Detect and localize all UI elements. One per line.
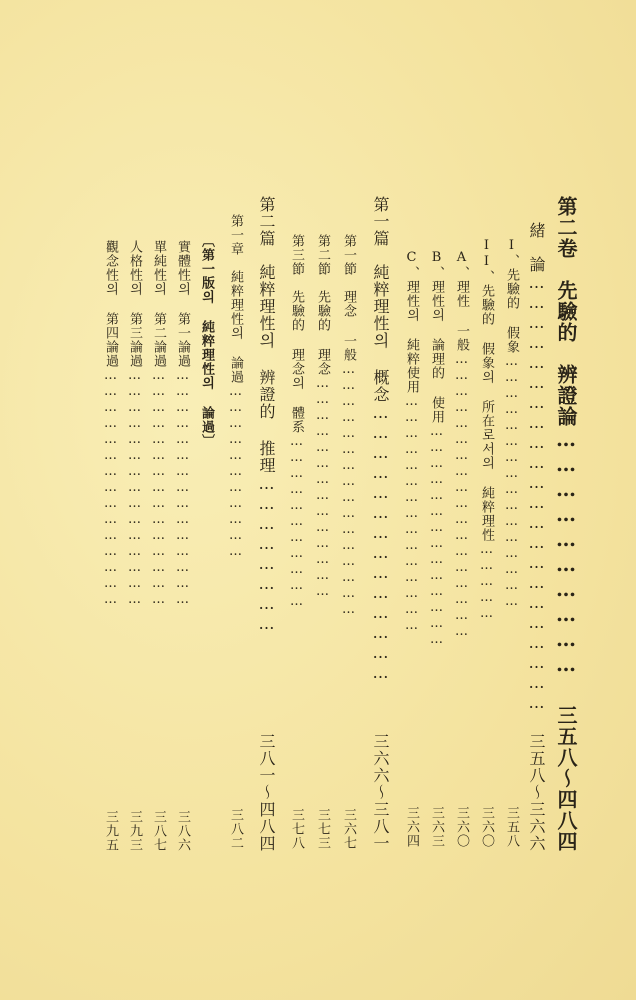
toc-entry-ii: [480, 238, 493, 848]
toc-entry-paralogism1: [176, 240, 189, 852]
toc-entry-page: 三九五: [103, 810, 118, 852]
toc-entry-title: 緒 論…………………………………………………………: [527, 222, 546, 713]
toc-entry-title: 觀念性의 第四論過………………………………………: [103, 240, 118, 608]
toc-entry-title: 第二卷 先驗的 辨證論…………………………: [554, 196, 578, 677]
toc-entry-a: [455, 250, 468, 848]
toc-entry-title: 第一節 理念 一般…………………………………………: [341, 234, 356, 618]
toc-entry-page: 三八六: [175, 810, 190, 852]
toc-entry-b: [430, 250, 443, 848]
toc-entry-page: 三五八～四八四: [554, 705, 578, 852]
toc-entry-title: A、理性 一般………………………………………………: [454, 250, 469, 640]
toc-entry-page: 三八一～四八四: [257, 733, 276, 852]
toc-entry-i: [505, 238, 518, 848]
toc-entry-page: 三七三: [315, 808, 330, 850]
toc-entry-title: C、理性의 純粹使用………………………………………: [404, 250, 419, 634]
toc-entry-part2: [258, 196, 274, 852]
toc-entry-paralogism4: [104, 240, 117, 852]
toc-entry-title: 第三節 先驗的 理念의 體系……………………………: [289, 234, 304, 610]
toc-entry-first-edition: [200, 234, 213, 474]
toc-entry-page: 三六四: [404, 806, 419, 848]
toc-entry-page: 三七八: [289, 808, 304, 850]
toc-entry-title: 單純性의 第二論過………………………………………: [151, 240, 166, 608]
toc-entry-paralogism3: [128, 240, 141, 852]
toc-entry-title: 第一篇 純粹理性의 概念……………………………………: [371, 196, 390, 683]
toc-entry-sec3: [290, 234, 303, 850]
toc-entry-title: 第二節 先驗的 理念……………………………………: [315, 234, 330, 600]
toc-entry-page: 三六七: [341, 808, 356, 850]
toc-entry-title: I、先驗的 假象…………………………………………: [504, 238, 519, 610]
toc-entry-c: [405, 250, 418, 848]
toc-entry-page: 三六六～三八一: [371, 733, 390, 852]
toc-entry-book2: [556, 196, 576, 852]
toc-entry-sec1: [342, 234, 355, 850]
toc-entry-title: 第一章 純粹理性의 論過……………………………: [228, 214, 243, 560]
toc-entry-page: 三八七: [151, 810, 166, 852]
toc-entry-title: 第二篇 純粹理性의 辨證的 推理……………………: [257, 196, 276, 634]
toc-entry-page: 三五八: [504, 806, 519, 848]
toc-entry-title: 人格性의 第三論過………………………………………: [127, 240, 142, 608]
toc-entry-intro: [528, 222, 544, 852]
toc-entry-title: 〔第一版의 純粹理性의 論過〕: [199, 234, 214, 448]
toc-entry-page: 三九三: [127, 810, 142, 852]
toc-entry-page: 三六三: [429, 806, 444, 848]
toc-entry-paralogism2: [152, 240, 165, 852]
toc-entry-title: II、先驗的 假象의 所在로서의 純粹理性……………: [479, 238, 494, 622]
toc-entry-sec2: [316, 234, 329, 850]
toc-entry-part1: [372, 196, 388, 852]
toc-entry-title: 實體性의 第一論過………………………………………: [175, 240, 190, 608]
toc-entry-page: 三六〇: [454, 806, 469, 848]
toc-entry-ch1: [229, 214, 242, 850]
toc-entry-page: 三五八～三六六: [527, 733, 546, 852]
toc-entry-page: 三六〇: [479, 806, 494, 848]
toc-entry-page: 三八二: [228, 808, 243, 850]
toc-entry-title: B、理性의 論理的 使用……………………………………: [429, 250, 444, 648]
